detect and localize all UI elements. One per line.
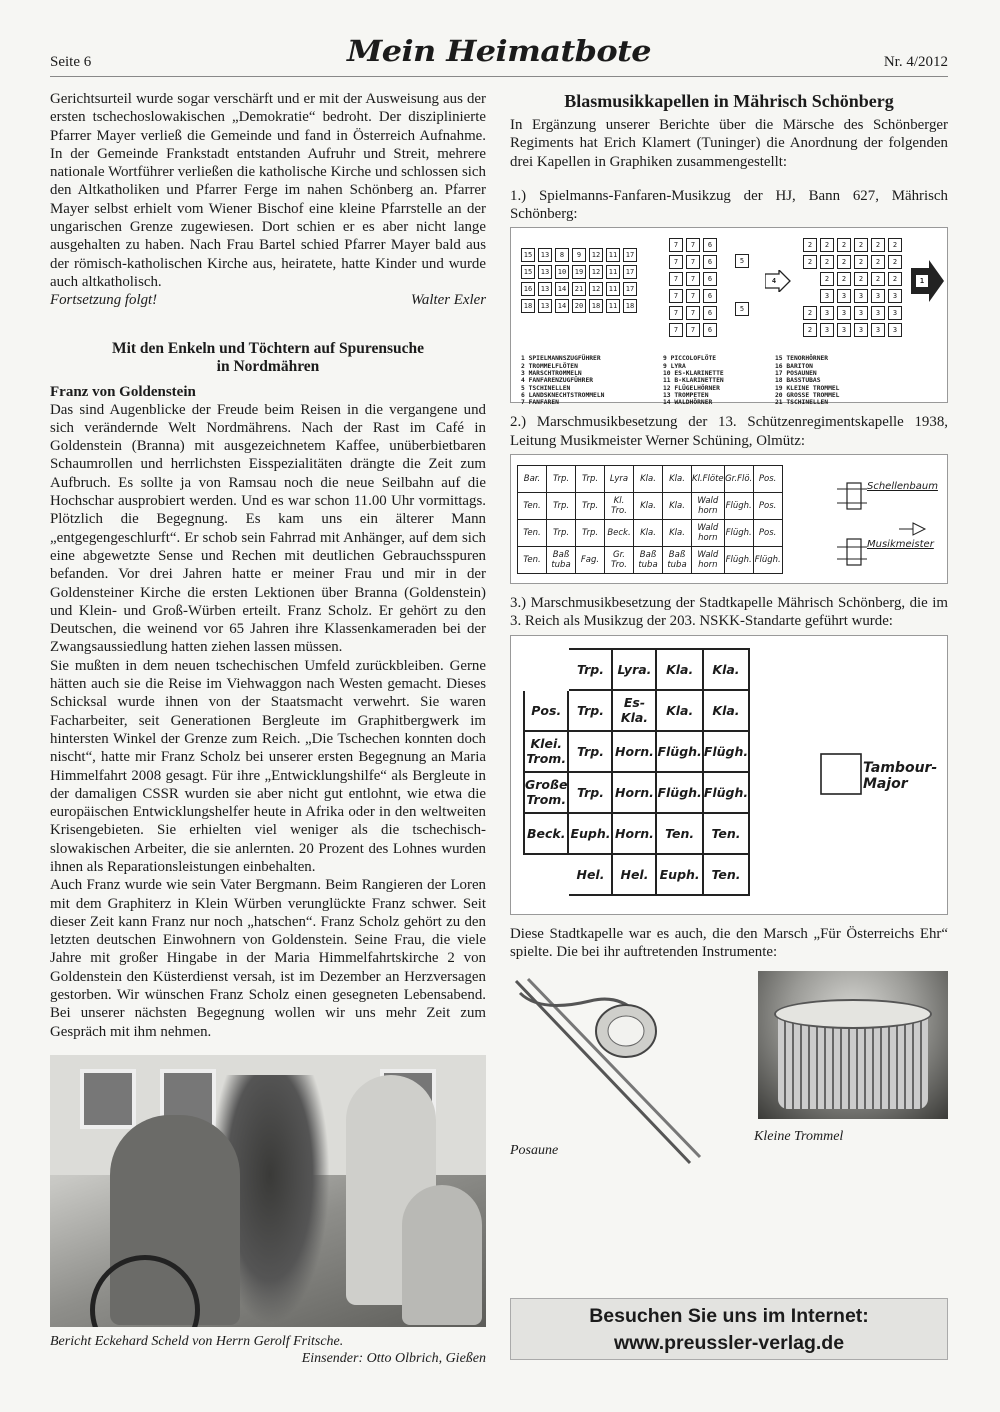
diagram-1-middle-cell: 6 xyxy=(703,323,717,337)
diagram-2-row xyxy=(518,466,783,493)
diagram-1-left-grid xyxy=(521,248,637,313)
diagram-1-middle-cell: 7 xyxy=(686,323,700,337)
website-banner[interactable] xyxy=(510,1298,948,1360)
diagram-1-right-cell: 2 xyxy=(854,238,868,252)
diagram-1-left-cell: 12 xyxy=(589,265,603,279)
diagram-1-middle-cell: 6 xyxy=(703,306,717,320)
legend-entry: 15 TENORHÖRNER xyxy=(775,355,829,363)
photo-caption-line-2: Einsender: Otto Olbrich, Gießen xyxy=(301,1351,486,1367)
diagram-3-cell: Hel. xyxy=(568,854,612,895)
diagram-2-cell: Pos. xyxy=(753,520,782,547)
diagram-1-left-cell: 11 xyxy=(606,282,620,296)
diagram-2-cell: Trp. xyxy=(547,466,576,493)
diagram-1-right-cell: 2 xyxy=(837,272,851,286)
diagram-1-right-cell: 3 xyxy=(820,306,834,320)
diagram-1-right-cell: 2 xyxy=(888,255,902,269)
left-column xyxy=(50,90,486,1368)
diagram-2-table xyxy=(517,465,783,574)
diagram-2-cell: Wald horn xyxy=(692,547,725,574)
diagram-1-legend-c xyxy=(775,355,839,406)
continued-note: Fortsetzung folgt! xyxy=(50,292,158,309)
article-subtitle: Franz von Goldenstein xyxy=(50,383,196,400)
article-title-line-2: in Nordmähren xyxy=(216,358,320,376)
diagram-1-right-cell xyxy=(803,272,817,286)
author-name: Walter Exler xyxy=(410,292,486,309)
diagram-3-cell: Pos. xyxy=(524,690,568,731)
diagram-1-left-cell: 11 xyxy=(606,265,620,279)
legend-entry: 11 B-KLARINETTEN xyxy=(663,377,724,385)
diagram-2-row xyxy=(518,493,783,520)
legend-entry: 14 WALDHÖRNER xyxy=(663,399,713,407)
legend-entry: 17 POSAUNEN xyxy=(775,370,817,378)
diagram-3-cell: Flügh. xyxy=(656,772,702,813)
header-rule xyxy=(50,76,948,77)
diagram-3-cell: Trp. xyxy=(568,772,612,813)
right-column xyxy=(510,90,948,1169)
diagram-1-middle-cell: 7 xyxy=(686,255,700,269)
diagram-1-right-cell: 2 xyxy=(803,238,817,252)
diagram-3-row xyxy=(524,854,749,895)
diagram-2-label-bottom: Musikmeister xyxy=(867,539,934,551)
legend-entry: 19 KLEINE TROMMEL xyxy=(775,384,840,392)
diagram-1-right-cell: 2 xyxy=(820,238,834,252)
diagram-3-cell: Kla. xyxy=(656,649,702,690)
legend-entry: 3 MARSCHTROMMELN xyxy=(521,370,582,378)
diagram-1-right-cell: 3 xyxy=(854,289,868,303)
diagram-1 xyxy=(510,227,948,407)
diagram-1-middle-cell: 7 xyxy=(686,289,700,303)
diagram-3-row xyxy=(524,772,749,813)
diagram-2-cell: Pos. xyxy=(753,493,782,520)
diagram-3-cell: Kla. xyxy=(703,649,749,690)
legend-entry: 21 TSCHINELLEN xyxy=(775,399,829,407)
diagram-2-cell: Pos. xyxy=(753,466,782,493)
legend-entry: 16 BARITON xyxy=(775,362,813,370)
diagram-1-left-cell: 10 xyxy=(555,265,569,279)
diagram-1-legend-a xyxy=(521,355,604,406)
diagram-1-right-cell: 3 xyxy=(854,323,868,337)
photo-caption xyxy=(50,1333,486,1368)
diagram-3-cell: Hel. xyxy=(612,854,656,895)
diagram-2-cell: Gr. Tro. xyxy=(605,547,634,574)
diagram-1-cymbal-1: 5 xyxy=(735,254,749,268)
legend-entry: 2 TROMMELFLÖTEN xyxy=(521,362,578,370)
diagram-1-arrow-small-label: 4 xyxy=(771,277,777,286)
diagram-3-cell: Trp. xyxy=(568,731,612,772)
diagram-1-right-cell xyxy=(803,289,817,303)
diagram-3-cell: Ten. xyxy=(703,813,749,854)
diagram-2-cell: Beck. xyxy=(605,520,634,547)
section-title: Blasmusikkapellen in Mährisch Schönberg xyxy=(564,91,894,111)
diagram-1-middle-cell: 7 xyxy=(686,238,700,252)
diagram-3-cell: Kla. xyxy=(656,690,702,731)
diagram-2-cell: Wald horn xyxy=(692,493,725,520)
diagram-1-right-cell: 2 xyxy=(803,255,817,269)
legend-entry: 4 FANFARENZUGFÜHRER xyxy=(521,377,594,385)
issue-number: Nr. 4/2012 xyxy=(883,54,948,70)
diagram-1-middle-cell: 7 xyxy=(669,306,683,320)
diagram-3 xyxy=(510,635,948,915)
photo-caption-line-1: Bericht Eckehard Scheld von Herrn Gerolf Fritsche. xyxy=(50,1333,344,1349)
diagram-2-cell: Kl. Tro. xyxy=(605,493,634,520)
legend-entry: 18 BASSTUBAS xyxy=(775,377,821,385)
diagram-1-middle-cell: 7 xyxy=(686,306,700,320)
diagram-3-row xyxy=(524,731,749,772)
diagram-2-cell: Kl.Flöte xyxy=(692,466,725,493)
instruments-intro: Diese Stadtkapelle war es auch, die den Marsch „Für Österreichs Ehr“ spielte. Die bei ihr auftretenden Instrumente: xyxy=(510,925,948,960)
legend-entry: 20 GROSSE TROMMEL xyxy=(775,391,840,399)
diagram-1-right-cell: 3 xyxy=(871,306,885,320)
diagram-3-cell: Ten. xyxy=(656,813,702,854)
diagram-1-cymbal-2: 5 xyxy=(735,302,749,316)
photo-child xyxy=(402,1185,482,1325)
diagram-3-cell: Klei. Trom. xyxy=(524,731,568,772)
legend-entry: 5 TSCHINELLEN xyxy=(521,384,571,392)
diagram-2-cell: Lyra xyxy=(605,466,634,493)
diagram-2-row xyxy=(518,520,783,547)
diagram-1-right-cell: 2 xyxy=(837,255,851,269)
diagram-1-left-cell: 20 xyxy=(572,299,586,313)
diagram-3-cell: Flügh. xyxy=(656,731,702,772)
diagram-1-left-cell: 14 xyxy=(555,282,569,296)
diagram-2-cell: Kla. xyxy=(634,466,663,493)
diagram-2-symbols xyxy=(837,477,937,577)
diagram-3-major-box xyxy=(811,750,871,800)
diagram-2-cell: Kla. xyxy=(634,493,663,520)
diagram-1-middle-cell: 7 xyxy=(669,255,683,269)
trombone-image xyxy=(510,973,710,1165)
diagram-1-left-cell: 18 xyxy=(521,299,535,313)
diagram-2-cell: Trp. xyxy=(576,520,605,547)
diagram-3-cell: Ten. xyxy=(703,854,749,895)
diagram-3-row xyxy=(524,649,749,690)
diagram-3-cell: Flügh. xyxy=(703,772,749,813)
diagram-1-middle-cell: 7 xyxy=(686,272,700,286)
diagram-1-arrow-big-label: 1 xyxy=(915,274,929,288)
diagram-1-right-cell: 2 xyxy=(803,306,817,320)
diagram-1-middle-cell: 7 xyxy=(669,272,683,286)
diagram-1-left-cell: 11 xyxy=(606,299,620,313)
diagram-1-left-cell: 19 xyxy=(572,265,586,279)
diagram-1-middle-cell: 6 xyxy=(703,289,717,303)
diagram-3-row xyxy=(524,690,749,731)
diagram-3-cell: Es-Kla. xyxy=(612,690,656,731)
diagram-1-left-cell: 13 xyxy=(538,248,552,262)
page-header xyxy=(50,34,948,74)
diagram-1-right-cell: 2 xyxy=(888,238,902,252)
diagram-2-cell: Wald horn xyxy=(692,520,725,547)
diagram-2-row xyxy=(518,547,783,574)
diagram-1-right-cell: 3 xyxy=(837,306,851,320)
diagram-1-middle-cell: 6 xyxy=(703,238,717,252)
diagram-2-cell: Flügh. xyxy=(753,547,782,574)
diagram-2-cell: Trp. xyxy=(576,493,605,520)
diagram-1-right-cell: 3 xyxy=(837,323,851,337)
diagram-2-cell: Trp. xyxy=(547,520,576,547)
diagram-3-cell xyxy=(524,649,568,690)
diagram-1-left-cell: 17 xyxy=(623,265,637,279)
diagram-2-cell: Ten. xyxy=(518,520,547,547)
diagram-2-cell: Flügh. xyxy=(724,547,753,574)
diagram-1-right-cell: 3 xyxy=(854,306,868,320)
diagram-3-major-label: Tambour-Major xyxy=(863,759,938,792)
legend-entry: 10 ES-KLARINETTE xyxy=(663,370,724,378)
caption-trombone: Posaune xyxy=(510,1143,559,1159)
item-1-heading: 1.) Spielmanns-Fanfaren-Musikzug der HJ, Bann 627, Mährisch Schönberg: xyxy=(510,187,948,223)
diagram-1-left-cell: 13 xyxy=(538,299,552,313)
diagram-3-row xyxy=(524,813,749,854)
diagram-1-right-grid xyxy=(803,238,902,337)
legend-entry: 7 FANFAREN xyxy=(521,399,559,407)
legend-entry: 9 PICCOLOFLÖTE xyxy=(663,355,717,363)
diagram-3-cell: Lyra. xyxy=(612,649,656,690)
diagram-1-middle-grid xyxy=(669,238,717,337)
article-paragraph-3: Auch Franz wurde wie sein Vater Bergmann. Beim Rangieren der Loren mit dem Graphiterz in Klein Würben verunglückte Franz schwer. Seit dieser Zeit kann Franz nur noch „hatschen“. Franz Scholz gehört zu den letzten deutschen Einwohnern von Goldenstein. Seine Frau, die viele Jahre mit großer Hingabe in der Maria Himmelfahrtskirche 2 von Goldenstein den Küsterdienst versah, ist im Dezember an Herzversagen gestorben. Wir wünschen Franz Scholz einen gesegneten Lebensabend. Bei unserer nächsten Begegnung wollen wir uns mehr Zeit zum Gespräch mit ihm nehmen. xyxy=(50,877,486,1040)
legend-entry: 13 TROMPETEN xyxy=(663,391,709,399)
diagram-3-table xyxy=(523,648,750,896)
article-paragraph-1: Das sind Augenblicke der Freude beim Reisen in die vergangene und sich verändernde Welt Nordmährens. Nach der Rast im Café in Goldenstein (Branna) mit ausgezeichnetem Kaffee, unüberbietbaren Schaumrollen und herrlichsten Eisspezialitäten drängte die Zeit zum Aufbruch. Es sollte ja von Ramsau noch die neue Seilbahn auf die Hochschar ausprobiert werden. Und es war schon 11.00 Uhr vormittags. Plötzlich die Begegnung. Es kam uns ein älterer Mann „entgegengeschlurft“. Er schob sein Fahrrad mit Anhänger, auf dem sich eine abgewetzte Sense und Rechen mit deutlichen Gebrauchsspuren befanden. Vor drei Jahren hatte er meiner Frau und mir in der Goldensteiner Kirche die ersten Lektionen über Branna (Goldenstein) und Klein- und Groß-Würben erteilt. Franz Scholz. Er gehört zu den Deutschen, die weinend vor 65 Jahren ihre Klassenkameraden bei der Zwangsaussiedlung hatten ziehen lassen müssen. xyxy=(50,401,486,656)
diagram-1-left-cell: 21 xyxy=(572,282,586,296)
diagram-1-right-cell: 2 xyxy=(854,255,868,269)
article-title xyxy=(50,340,486,377)
diagram-2-cell: Ten. xyxy=(518,547,547,574)
diagram-1-left-cell: 11 xyxy=(606,248,620,262)
diagram-3-cell: Beck. xyxy=(524,813,568,854)
diagram-1-left-cell: 12 xyxy=(589,282,603,296)
diagram-2-cell: Baß tuba xyxy=(547,547,576,574)
photo-window xyxy=(80,1069,136,1129)
article-photo xyxy=(50,1055,486,1327)
diagram-1-right-cell: 3 xyxy=(871,289,885,303)
diagram-3-cell: Horn. xyxy=(612,731,656,772)
diagram-2-cell: Flügh. xyxy=(724,493,753,520)
diagram-1-left-cell: 17 xyxy=(623,282,637,296)
diagram-1-right-cell: 3 xyxy=(888,306,902,320)
article-paragraph-2: Sie mußten in dem neuen tschechischen Umfeld zurückbleiben. Gerne hätten auch sie die Reise im Viehwaggon nach Westen gemacht. Dieses Schicksal wurde ihnen von der Staatsmacht verwehrt. Sie waren Facharbeiter, seit Generationen Bergleute im Graphitbergwerk im hintersten Winkel der Grenze zum Reich. „Die Tschechen konnten doch nischt“, hatte mir Franz Scholz bei unserer ersten Begegnung an Maria Himmelfahrt 2008 gesagt. Für ihre „Entwicklungshilfe“ als Bergleute in der damaligen CSSR wurden sie aber nicht gut entlohnt, wie etwa die europäischen Entwicklungshelfer heute in Afrika oder in den weltweiten Krisengebieten. Sie erhielten viel weniger als die tschechisch-slowakischen Arbeiter, die sie anlernten. 20 Prozent des Lohnes wurden ihnen als Reparationsleistungen einbehalten. xyxy=(50,657,486,875)
diagram-1-right-cell: 2 xyxy=(820,272,834,286)
diagram-1-left-cell: 14 xyxy=(555,299,569,313)
item-3-heading: 3.) Marschmusikbesetzung der Stadtkapelle Mährisch Schönberg, die im 3. Reich als Musikzug der 203. NSKK-Standarte geführt wurde: xyxy=(510,595,948,630)
diagram-2 xyxy=(510,454,948,584)
diagram-2-cell: Fag. xyxy=(576,547,605,574)
item-2-heading: 2.) Marschmusikbesetzung der 13. Schützenregimentskapelle 1938, Leitung Musikmeister Werner Schüning, Olmütz: xyxy=(510,414,948,449)
section-intro: In Ergänzung unserer Berichte über die Märsche des Schönberger Regiments hat Erich Klamert (Tuninger) die Anordnung der folgenden drei Kapellen in Graphiken zusammengestellt: xyxy=(510,117,948,170)
diagram-1-left-cell: 13 xyxy=(538,265,552,279)
diagram-3-cell: Horn. xyxy=(612,813,656,854)
caption-snare-drum: Kleine Trommel xyxy=(754,1129,844,1145)
masthead-logo: Mein Heimatbote xyxy=(346,34,652,68)
diagram-1-right-cell: 3 xyxy=(837,289,851,303)
diagram-1-middle-cell: 7 xyxy=(669,289,683,303)
diagram-2-cell: Trp. xyxy=(547,493,576,520)
diagram-3-cell: Große Trom. xyxy=(524,772,568,813)
diagram-2-cell: Ten. xyxy=(518,493,547,520)
diagram-1-right-cell: 3 xyxy=(871,323,885,337)
article-title-line-1: Mit den Enkeln und Töchtern auf Spurensuche xyxy=(111,339,425,357)
diagram-2-cell: Kla. xyxy=(663,466,692,493)
diagram-1-right-cell: 3 xyxy=(888,289,902,303)
diagram-2-cell: Kla. xyxy=(663,520,692,547)
instrument-images xyxy=(510,969,948,1169)
diagram-1-left-cell: 18 xyxy=(589,299,603,313)
diagram-1-left-cell: 8 xyxy=(555,248,569,262)
diagram-1-right-cell: 2 xyxy=(854,272,868,286)
diagram-1-left-cell: 16 xyxy=(521,282,535,296)
diagram-2-cell: Kla. xyxy=(663,493,692,520)
diagram-1-right-cell: 2 xyxy=(803,323,817,337)
legend-entry: 6 LANDSKNECHTSTROMMELN xyxy=(521,391,605,399)
diagram-1-right-cell: 2 xyxy=(820,255,834,269)
diagram-3-cell: Euph. xyxy=(656,854,702,895)
diagram-2-cell: Trp. xyxy=(576,466,605,493)
diagram-3-cell: Flügh. xyxy=(703,731,749,772)
snare-drum-image xyxy=(758,971,948,1119)
diagram-3-cell: Trp. xyxy=(568,649,612,690)
diagram-1-left-cell: 18 xyxy=(623,299,637,313)
diagram-1-right-cell: 2 xyxy=(871,272,885,286)
diagram-1-middle-cell: 7 xyxy=(669,238,683,252)
diagram-3-cell xyxy=(524,854,568,895)
diagram-1-left-cell: 9 xyxy=(572,248,586,262)
diagram-1-middle-cell: 6 xyxy=(703,272,717,286)
website-url[interactable]: www.preussler-verlag.de xyxy=(613,1332,845,1354)
diagram-1-middle-cell: 7 xyxy=(669,323,683,337)
diagram-2-cell: Baß tuba xyxy=(634,547,663,574)
continuation-text: Gerichtsurteil wurde sogar verschärft und er mit der Ausweisung aus der ersten tschechoslowakischen „Demokratie“ bedroht. Der disziplinierte Pfarrer Mayer verließ die Gemeinde und fand in Österreich Aufnahme. In der Gemeinde Frankstadt entstanden Aufruhr und Streit, mehrere nationale Wortführer verließen die katholische Kirche und schlossen sich den Altkatholiken und Pfarrer Ferge im nahen Schönberg an. Pfarrer Mayer selbst erhielt vom Wiener Bischof eine kleine Pfarrstelle an der ungarischen Grenze zugewiesen. Dort schien er es aber nicht lange ausgehalten zu haben. Nach Frau Bartel schied Pfarrer Mayer bald aus der römisch-katholischen Kirche aus, heiratete, hatte Kinder und wurde auch altkatholisch. xyxy=(50,91,486,290)
diagram-2-cell: Kla. xyxy=(634,520,663,547)
page-number: Seite 6 xyxy=(50,54,92,70)
diagram-2-cell: Baß tuba xyxy=(663,547,692,574)
diagram-2-cell: Flügh. xyxy=(724,520,753,547)
diagram-1-left-cell: 15 xyxy=(521,265,535,279)
diagram-3-cell: Horn. xyxy=(612,772,656,813)
diagram-2-label-top: Schellenbaum xyxy=(867,481,938,493)
website-line-1: Besuchen Sie uns im Internet: xyxy=(589,1305,869,1327)
diagram-1-right-cell: 2 xyxy=(837,238,851,252)
diagram-1-left-cell: 13 xyxy=(538,282,552,296)
diagram-1-right-cell: 2 xyxy=(871,255,885,269)
diagram-1-right-cell: 3 xyxy=(820,323,834,337)
diagram-1-right-cell: 2 xyxy=(888,272,902,286)
signature-row xyxy=(50,291,486,309)
diagram-1-right-cell: 3 xyxy=(820,289,834,303)
diagram-1-left-cell: 12 xyxy=(589,248,603,262)
diagram-1-right-cell: 2 xyxy=(871,238,885,252)
diagram-3-cell: Euph. xyxy=(568,813,612,854)
legend-entry: 9 LYRA xyxy=(663,362,686,370)
diagram-2-cell: Gr.Flö. xyxy=(724,466,753,493)
diagram-1-right-cell: 3 xyxy=(888,323,902,337)
diagram-1-left-cell: 15 xyxy=(521,248,535,262)
diagram-1-left-cell: 17 xyxy=(623,248,637,262)
diagram-2-cell: Bar. xyxy=(518,466,547,493)
diagram-1-middle-cell: 6 xyxy=(703,255,717,269)
diagram-1-legend-b xyxy=(663,355,724,406)
legend-entry: 1 SPIELMANNSZUGFÜHRER xyxy=(521,355,601,363)
legend-entry: 12 FLÜGELHÖRNER xyxy=(663,384,720,392)
diagram-3-cell: Trp. xyxy=(568,690,612,731)
diagram-3-cell: Kla. xyxy=(703,690,749,731)
